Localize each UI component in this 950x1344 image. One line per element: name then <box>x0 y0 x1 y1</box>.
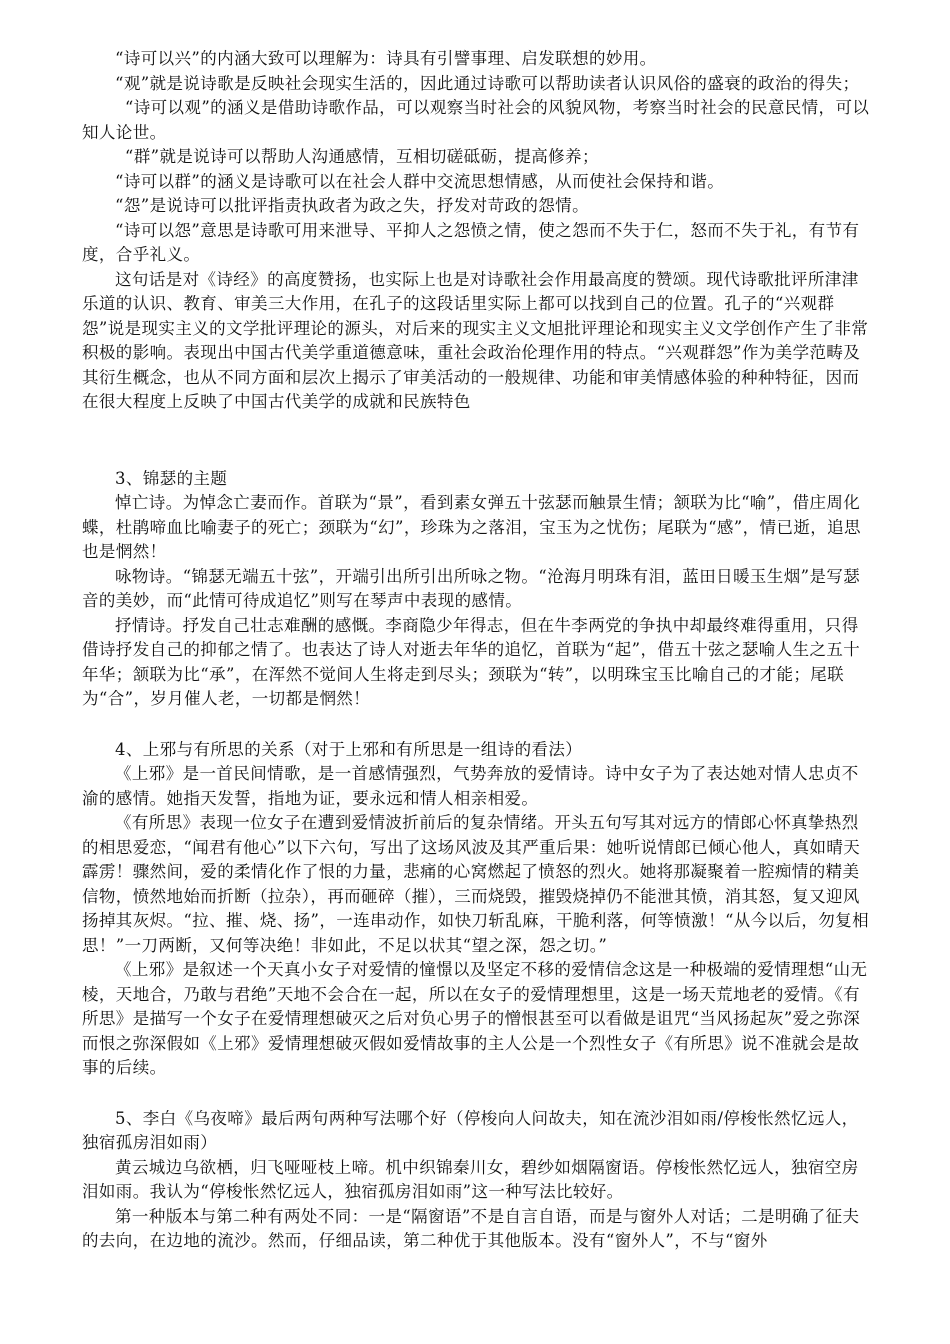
paragraph: 《上邪》是一首民间情歌，是一首感情强烈，气势奔放的爱情诗。诗中女子为了表达她对情人忠贞不渝的感情。她指天发誓，指地为证，要永远和情人相亲相爱。 <box>82 764 859 808</box>
paragraph: 第一种版本与第二种有两处不同：一是“隔窗语”不是自言自语，而是与窗外人对话；二是明确了征夫的去向，在边地的流沙。然而，仔细品读，第二种优于其他版本。没有“窗外人”，不与“窗外 <box>82 1206 860 1250</box>
paragraph: “怨”是说诗可以批评指责执政者为政之失，抒发对苛政的怨情。 <box>115 196 589 215</box>
spacer <box>82 415 870 441</box>
section-heading: 4、上邪与有所思的关系（对于上邪和有所思是一组诗的看法） <box>115 739 583 759</box>
section-5 <box>82 1107 870 1254</box>
paragraph: 黄云城边乌欲栖，归飞哑哑枝上啼。机中织锦秦川女，碧纱如烟隔窗语。停梭怅然忆远人，独宿空房泪如雨。我认为“停梭怅然忆远人，独宿孤房泪如雨”这一种写法比较好。 <box>82 1157 859 1201</box>
section-4 <box>82 738 870 1081</box>
paragraph: “群”就是说诗可以帮助人沟通感情，互相切磋砥砺，提高修养； <box>124 147 599 166</box>
paragraph: 《有所思》表现一位女子在遭到爱情波折前后的复杂情绪。开头五句写其对远方的情郎心怀真挚热烈的相思爱恋，“闻君有他心”以下六句，写出了这场风波及其严重后果：她听说情郎已倾心他人，真如晴天霹雳！骤然间，爱的柔情化作了恨的力量，悲痛的心窝燃起了愤怒的烈火。她将那凝聚着一腔痴情的精美信物，愤然地始而折断（拉杂），再而砸碎（摧），三而烧毁，摧毁烧掉仍不能泄其愤，消其怒，复又迎风扬掉其灰烬。“拉、摧、烧、扬”，一连串动作，如快刀斩乱麻，干脆利落，何等愤激！“从今以后，勿复相思！”一刀两断，又何等决绝！非如此，不足以状其“望之深，怨之切。” <box>82 813 870 955</box>
paragraph: “诗可以观”的涵义是借助诗歌作品，可以观察当时社会的风貌风物，考察当时社会的民意民情，可以知人论世。 <box>82 98 870 142</box>
paragraph: 咏物诗。“锦瑟无端五十弦”，开端引出所引出所咏之物。“沧海月明珠有泪，蓝田日暖玉生烟”是写瑟音的美妙，而“此情可待成追忆”则写在琴声中表现的感情。 <box>82 566 861 610</box>
paragraph: 悼亡诗。为悼念亡妻而作。首联为“景”，看到素女弹五十弦瑟而触景生情；颔联为比“喻”，借庄周化蝶，杜鹃啼血比喻妻子的死亡；颈联为“幻”，珍珠为之落泪，宝玉为之忧伤；尾联为“感”，情已逝，追思也是惘然！ <box>82 493 861 561</box>
spacer <box>82 712 870 738</box>
paragraph: “诗可以怨”意思是诗歌可用来泄导、平抑人之怨愤之情，使之怨而不失于仁，怒而不失于礼，有节有度，合乎礼义。 <box>82 220 860 264</box>
spacer <box>82 441 870 467</box>
paragraph: 抒情诗。抒发自己壮志难酬的感慨。李商隐少年得志，但在牛李两党的争执中却最终难得重用，只得借诗抒发自己的抑郁之情了。也表达了诗人对逝去年华的追忆，首联为“起”，借五十弦之瑟喻人生之五十年华；颔联为比“承”，在浑然不觉间人生将走到尽头；颈联为“转”，以明珠宝玉比喻自己的才能；尾联为“合”，岁月催人老，一切都是惘然！ <box>82 615 861 708</box>
section-3 <box>82 467 870 712</box>
paragraph: 《上邪》是叙述一个天真小女子对爱情的憧憬以及坚定不移的爱情信念这是一种极端的爱情理想“山无棱，天地合，乃敢与君绝”天地不会合在一起，所以在女子的爱情理想里，这是一场天荒地老的爱情。《有所思》是描写一个女子在爱情理想破灭之后对负心男子的憎恨甚至可以看做是诅咒“当风扬起灰”爱之弥深而恨之弥深假如《上邪》爱情理想破灭假如爱情故事的主人公是一个烈性女子《有所思》说不准就会是故事的后续。 <box>82 960 868 1077</box>
paragraph: “诗可以兴”的内涵大致可以理解为：诗具有引譬事理、启发联想的妙用。 <box>115 49 657 68</box>
section-heading: 5、李白《乌夜啼》最后两句两种写法哪个好（停梭向人问故夫，知在流沙泪如雨/停梭怅然忆远人，独宿孤房泪如雨） <box>82 1108 859 1152</box>
paragraph: “观”就是说诗歌是反映社会现实生活的，因此通过诗歌可以帮助读者认识风俗的盛衰的政治的得失； <box>115 73 860 93</box>
paragraph: “诗可以群”的涵义是诗歌可以在社会人群中交流思想情感，从而使社会保持和谐。 <box>115 171 725 191</box>
paragraph: 这句话是对《诗经》的高度赞扬，也实际上也是对诗歌社会作用最高度的赞颂。现代诗歌批评所津津乐道的认识、教育、审美三大作用，在孔子的这段话里实际上都可以找到自己的位置。孔子的“兴观群怨”说是现实主义的文学批评理论的源头，对后来的现实主义文旭批评理论和现实主义文学创作产生了非常积极的影响。表现出中国古代美学重道德意味，重社会政治伦理作用的特点。“兴观群怨”作为美学范畴及其衍生概念，也从不同方面和层次上揭示了审美活动的一般规律、功能和审美情感体验的种种特征，因而在很大程度上反映了中国古代美学的成就和民族特色 <box>82 269 869 411</box>
spacer <box>82 1081 870 1107</box>
section-intro <box>82 47 870 415</box>
section-heading: 3、锦瑟的主题 <box>115 468 228 488</box>
